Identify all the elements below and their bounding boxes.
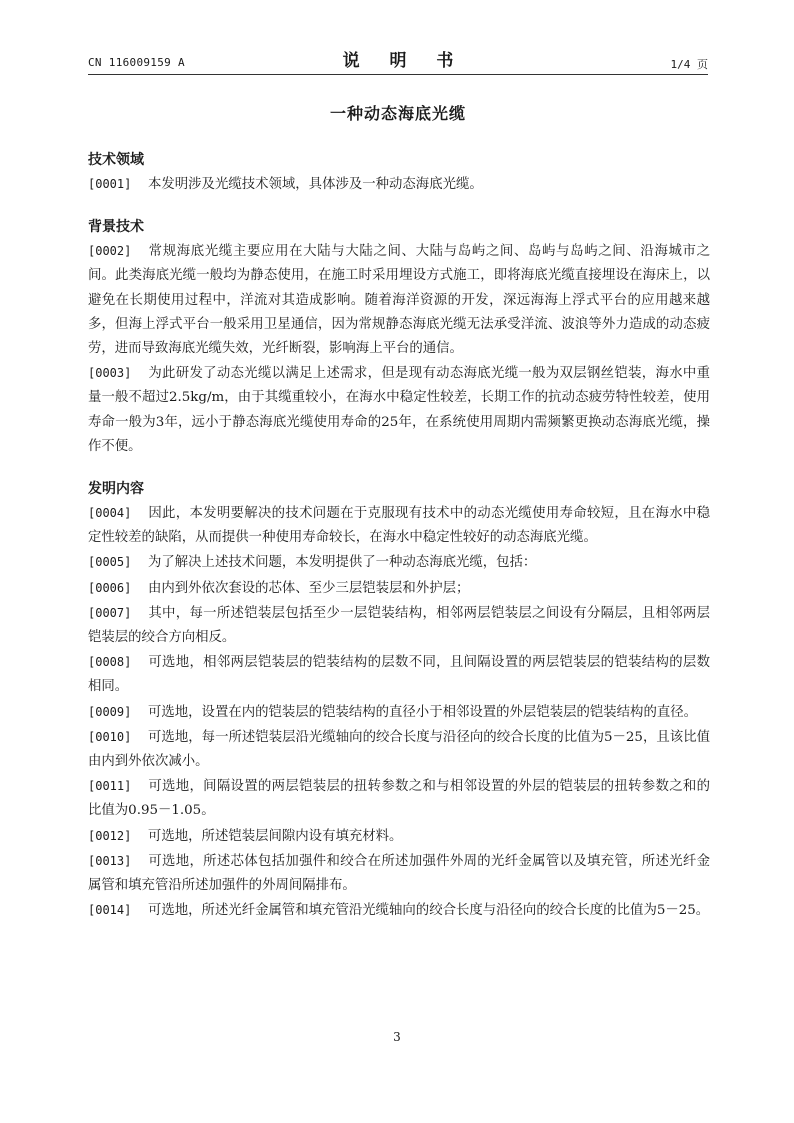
page-number: 3 [393, 1030, 401, 1044]
paragraph-text: 可选地，每一所述铠装层沿光缆轴向的绞合长度与沿径向的绞合长度的比值为5－25，且该比值由内到外依次减小。 [88, 729, 710, 770]
page-header [88, 44, 708, 74]
section-technical-field [88, 148, 710, 197]
paragraph-text: 可选地，相邻两层铠装层的铠装结构的层数不同，且间隔设置的两层铠装层的铠装结构的层数相同。 [88, 655, 710, 695]
page-indicator: 1/4 页 [670, 58, 708, 71]
paragraph-text: 可选地，间隔设置的两层铠装层的扭转参数之和与相邻设置的外层的铠装层的扭转参数之和的比值为0.95－1.05。 [88, 779, 710, 819]
paragraph-text: 可选地，所述光纤金属管和填充管沿光缆轴向的绞合长度与沿径向的绞合长度的比值为5－25。 [148, 903, 710, 919]
paragraph-number: [0001] [88, 177, 132, 191]
paragraph-number: [0014] [88, 903, 132, 918]
paragraph [88, 550, 710, 575]
paragraph-text: 可选地，所述铠装层间隙内设有填充材料。 [148, 828, 403, 844]
paragraph-number: [0007] [88, 605, 132, 620]
paragraph [88, 501, 710, 550]
paragraph-number: [0005] [88, 555, 132, 570]
paragraph-number: [0008] [88, 655, 132, 670]
paragraph [88, 700, 710, 725]
paragraph [88, 650, 710, 699]
paragraph-number: [0006] [88, 580, 132, 595]
section-heading: 背景技术 [88, 219, 144, 236]
paragraph [88, 239, 710, 361]
paragraph [88, 361, 710, 459]
document-title: 一种动态海底光缆 [329, 104, 466, 123]
publication-number: CN 116009159 A [88, 56, 185, 69]
paragraph-number: [0011] [88, 779, 132, 794]
paragraph-text: 为此研发了动态光缆以满足上述需求，但是现有动态海底光缆一般为双层钢丝铠装，海水中重量一般不超过2.5kg/m，由于其缆重较小，在海水中稳定性较差，长期工作的抗动态疲劳特性较差，使用寿命一般为3年，远小于静态海底光缆使用寿命的25年，在系统使用周期内需频繁更换动态海底光缆，操作不便。 [88, 366, 710, 454]
paragraph-number: [0009] [88, 704, 132, 719]
section-background [88, 215, 710, 459]
paragraph-text: 为了解决上述技术问题，本发明提供了一种动态海底光缆，包括： [148, 555, 537, 571]
paragraph-text: 由内到外依次套设的芯体、至少三层铠装层和外护层； [148, 580, 470, 596]
paragraph [88, 576, 710, 601]
paragraph-number: [0003] [88, 366, 132, 381]
paragraph [88, 172, 710, 197]
paragraph [88, 774, 710, 823]
header-divider [88, 74, 708, 75]
section-invention-content [88, 477, 710, 923]
paragraph [88, 725, 710, 774]
section-heading: 技术领域 [88, 152, 144, 168]
paragraph-number: [0012] [88, 828, 132, 843]
paragraph [88, 849, 710, 898]
paragraph-text: 本发明涉及光缆技术领域，具体涉及一种动态海底光缆。 [148, 177, 483, 192]
header-title: 说 明 书 [342, 51, 466, 71]
document-body [88, 148, 710, 941]
paragraph [88, 898, 710, 923]
paragraph-text: 可选地，设置在内的铠装层的铠装结构的直径小于相邻设置的外层铠装层的铠装结构的直径。 [148, 704, 698, 720]
paragraph-text: 因此，本发明要解决的技术问题在于克服现有技术中的动态光缆使用寿命较短，且在海水中稳定性较差的缺陷，从而提供一种使用寿命较长，在海水中稳定性较好的动态海底光缆。 [88, 506, 710, 546]
paragraph-text: 其中，每一所述铠装层包括至少一层铠装结构，相邻两层铠装层之间设有分隔层，且相邻两层铠装层的绞合方向相反。 [88, 605, 710, 646]
paragraph-number: [0002] [88, 244, 132, 259]
paragraph-number: [0013] [88, 853, 132, 868]
paragraph-text: 可选地，所述芯体包括加强件和绞合在所述加强件外周的光纤金属管以及填充管，所述光纤金属管和填充管沿所述加强件的外周间隔排布。 [88, 853, 710, 894]
paragraph-text: 常规海底光缆主要应用在大陆与大陆之间、大陆与岛屿之间、岛屿与岛屿之间、沿海城市之间。此类海底光缆一般均为静态使用，在施工时采用埋设方式施工，即将海底光缆直接埋设在海床上，以避免在长期使用过程中，洋流对其造成影响。随着海洋资源的开发，深远海海上浮式平台的应用越来越多，但海上浮式平台一般采用卫星通信，因为常规静态海底光缆无法承受洋流、波浪等外力造成的动态疲劳，进而导致海底光缆失效，光纤断裂，影响海上平台的通信。 [88, 244, 710, 357]
paragraph-number: [0010] [88, 729, 132, 744]
paragraph [88, 601, 710, 650]
section-heading: 发明内容 [88, 481, 144, 498]
paragraph [88, 824, 710, 849]
paragraph-number: [0004] [88, 506, 132, 521]
